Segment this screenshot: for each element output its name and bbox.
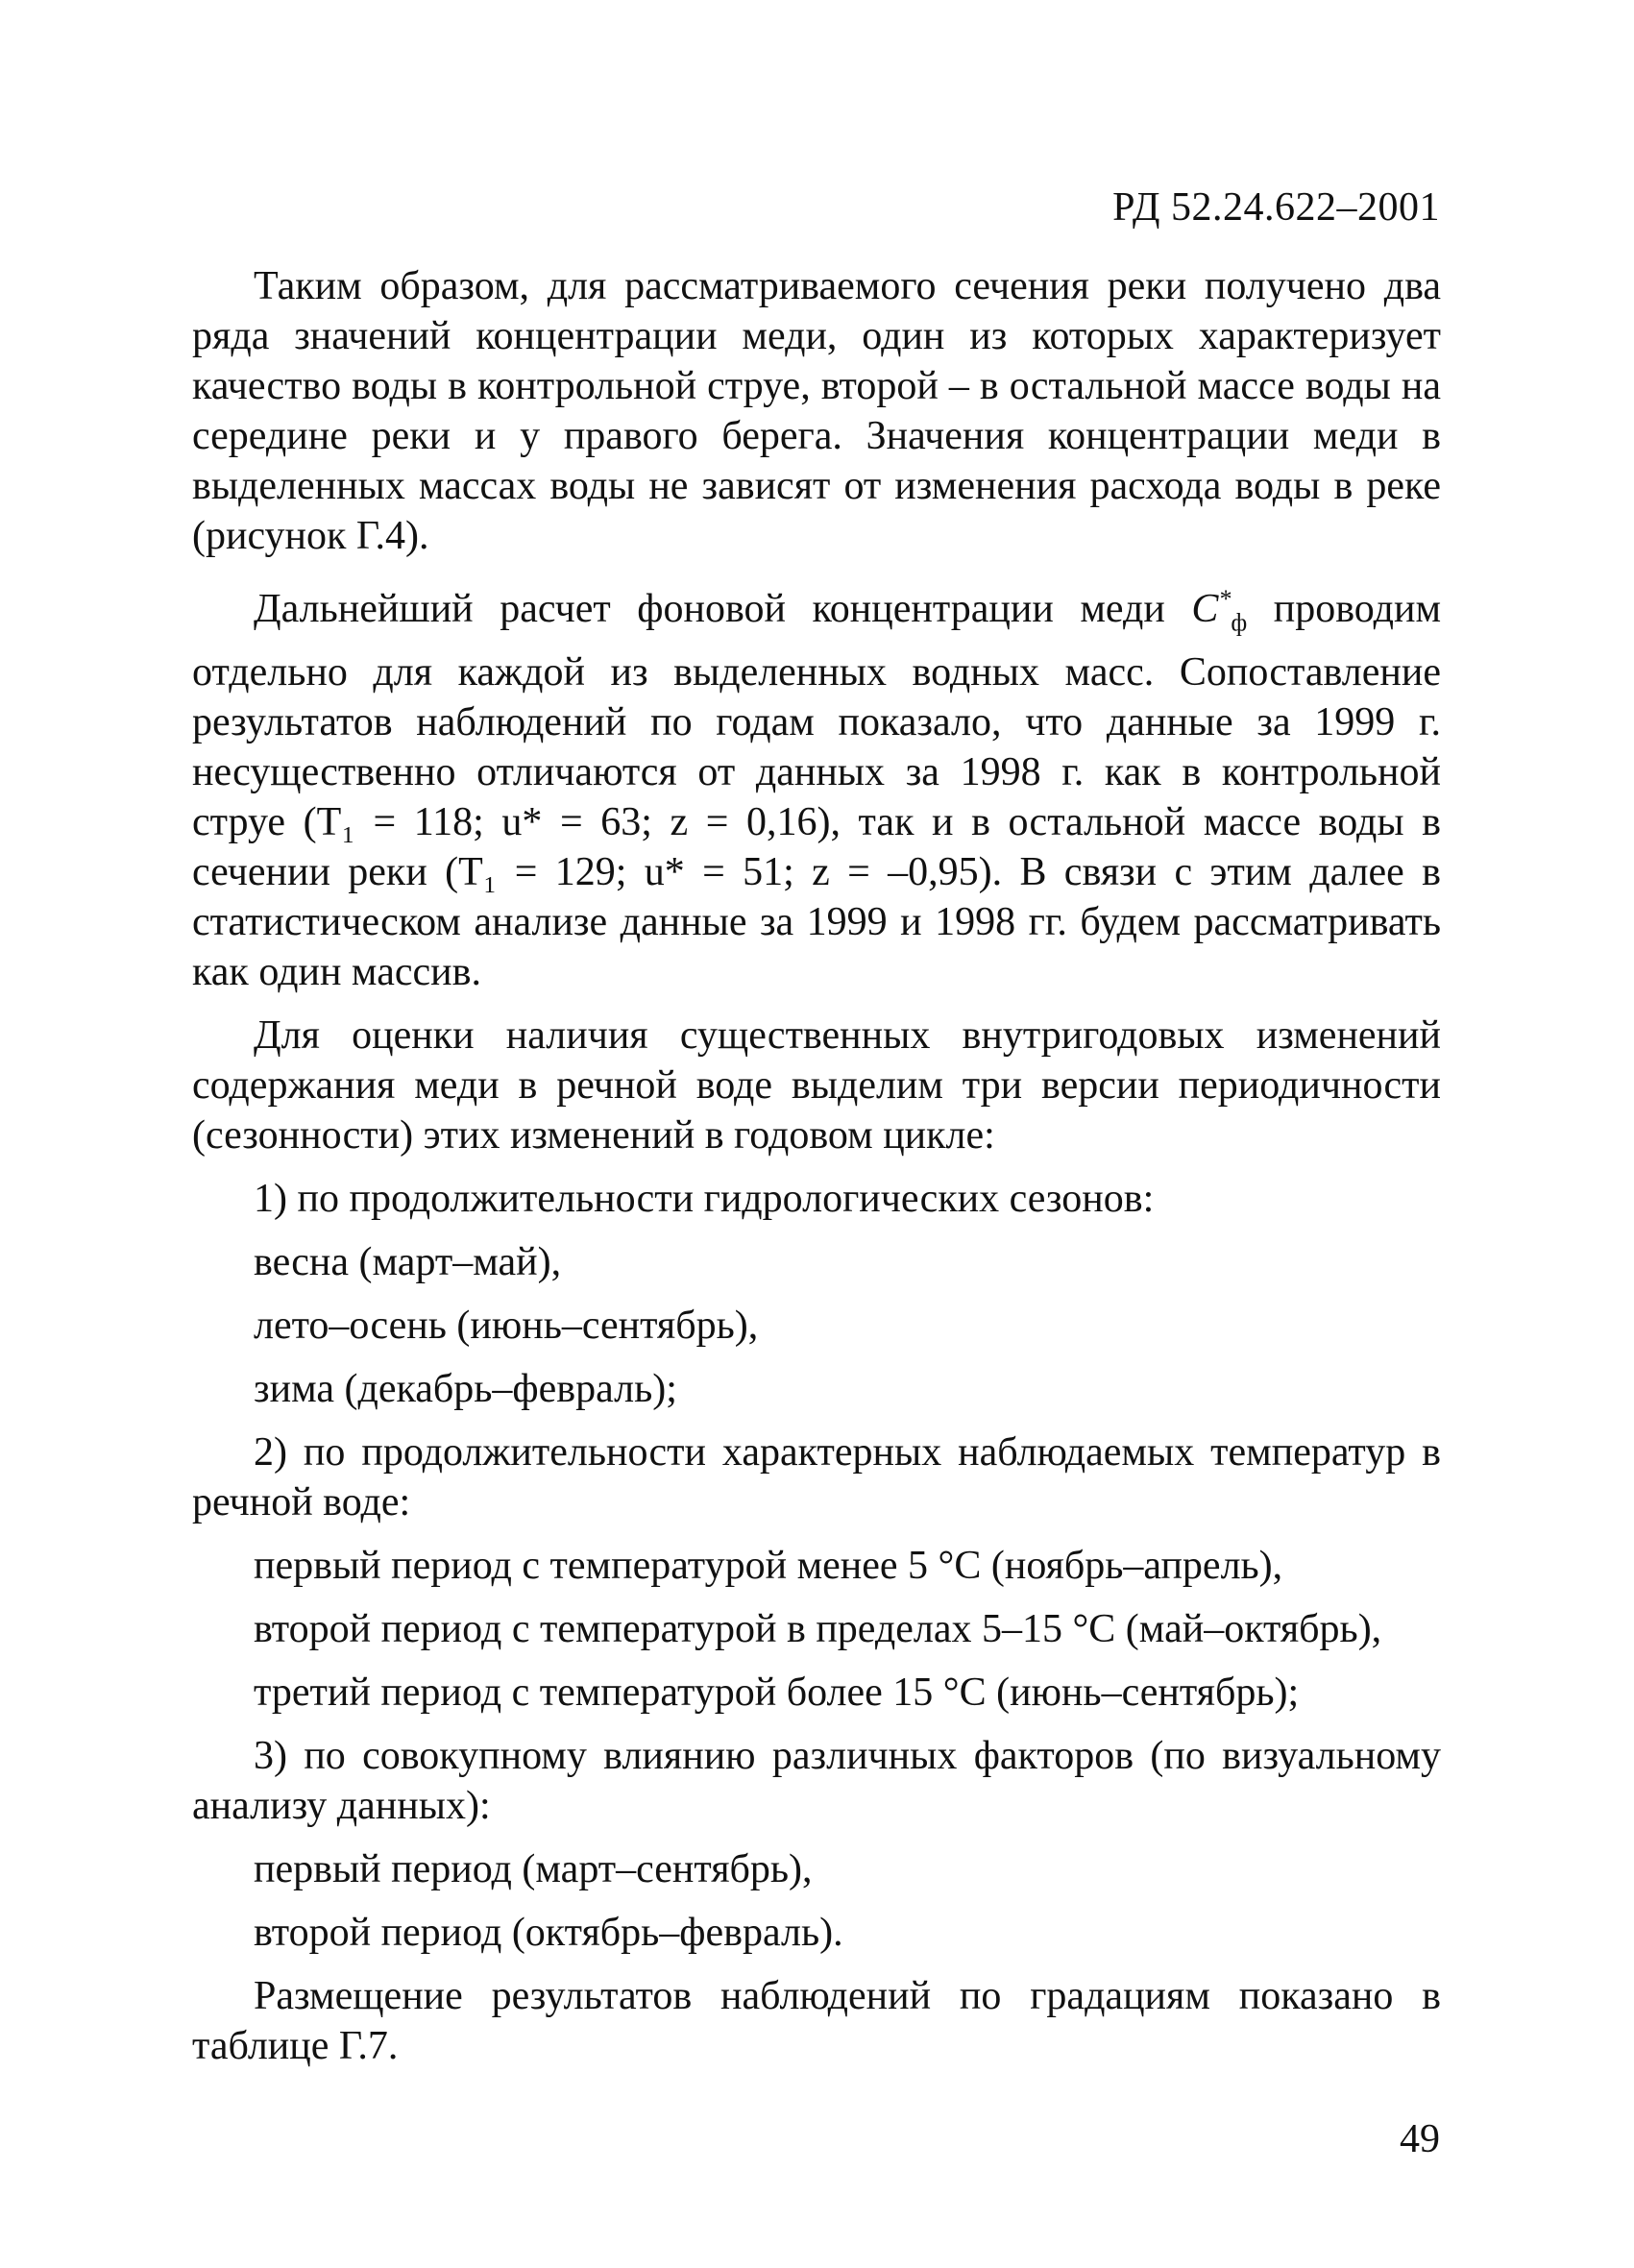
formula-superscript: * xyxy=(1218,585,1232,613)
list-item-3-sub: второй период (октябрь–февраль). xyxy=(254,1911,843,1956)
formula-symbol: C xyxy=(1191,587,1219,631)
formula-subscript: ф xyxy=(1231,608,1248,637)
paragraph-3: Для оценки наличия существенных внутригодовых изменений содержания меди в речной воде выделим три версии периодичности (сезонности) этих изменений в годовом цикле: xyxy=(192,1013,1441,1158)
paragraph-1: Таким образом, для рассматриваемого сечения реки получено два ряда значений концентрации меди, один из которых характеризует качество воды в контрольной струе, второй – в остальной массе воды на середине реки и у правого берега. Значения концентрации меди в выделенных массах воды не зависят от изменения расхода воды в реке (рисунок Г.4). xyxy=(192,264,1441,558)
page-body xyxy=(192,261,1441,2085)
list-item-3-sub: первый период (март–сентябрь), xyxy=(254,1847,813,1892)
paragraph-2-start: Дальнейший расчет фоновой концентрации меди xyxy=(254,587,1165,631)
list-item-2: 2) по продолжительности характерных наблюдаемых температур в речной воде: xyxy=(192,1430,1441,1525)
list-item-2-sub: третий период с температурой более 15 °С (июнь–сентябрь); xyxy=(254,1671,1300,1716)
background-concentration-formula xyxy=(1191,585,1248,637)
list-item-2-sub: первый период с температурой менее 5 °С (ноябрь–апрель), xyxy=(254,1544,1283,1589)
list-item-1-sub: лето–осень (июнь–сентябрь), xyxy=(254,1304,759,1349)
paragraph-2 xyxy=(192,574,1441,997)
list-item-1: 1) по продолжительности гидрологических сезонов: xyxy=(254,1177,1155,1222)
list-item-2-sub: второй период с температурой в пределах 5–15 °С (май–октябрь), xyxy=(254,1607,1382,1652)
paragraph-4: Размещение результатов наблюдений по градациям показано в таблице Г.7. xyxy=(192,1974,1441,2069)
list-item-1-sub: зима (декабрь–февраль); xyxy=(254,1367,677,1412)
list-item-3: 3) по совокупному влиянию различных факторов (по визуальному анализу данных): xyxy=(192,1734,1441,1829)
list-item-1-sub: весна (март–май), xyxy=(254,1240,562,1285)
page-number: 49 xyxy=(1400,2117,1440,2161)
document-code: РД 52.24.622–2001 xyxy=(1112,185,1440,230)
paragraph-2-end: проводим отдельно для каждой из выделенных водных масс. Сопоставление результатов наблюдений по годам показало, что данные за 1999 г. несущественно отличаются от данных за 1998 г. как в контрольной струе (T₁ = 118; u* = 63; z = 0,16), так и в остальной массе воды в сечении реки (T₁ = 129; u* = 51; z = –0,95). В связи с этим далее в статистическом анализе данные за 1999 и 1998 гг. будем рассматривать как один массив. xyxy=(192,587,1442,995)
